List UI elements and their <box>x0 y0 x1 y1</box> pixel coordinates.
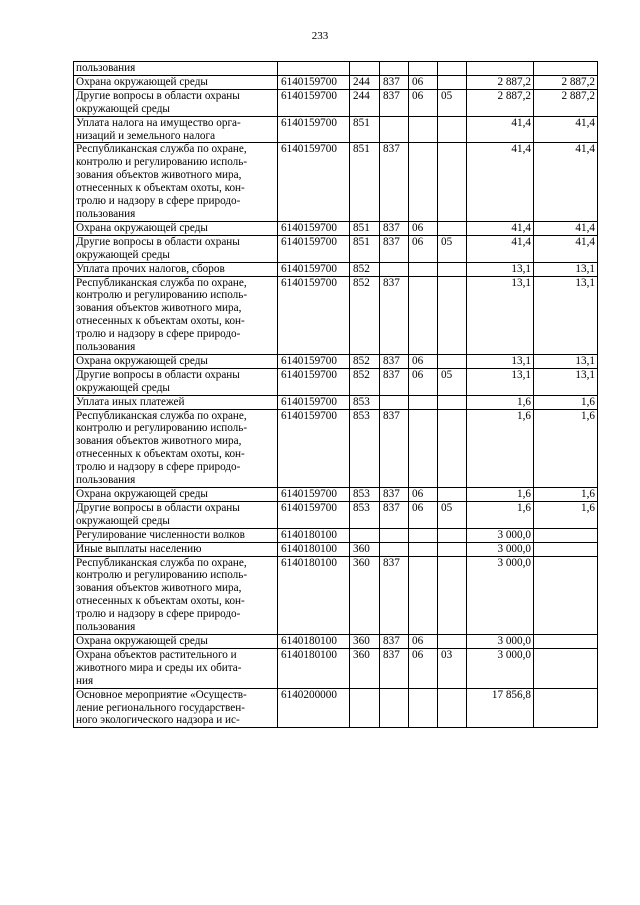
row-name: Уплата налога на имущество орга- низаций и земельного налога <box>74 116 278 143</box>
amount-year-2 <box>534 648 598 688</box>
amount-year-1: 13,1 <box>467 354 534 368</box>
amount-year-2: 1,6 <box>534 395 598 409</box>
amount-year-2: 13,1 <box>534 368 598 395</box>
expense-type: 852 <box>350 262 380 276</box>
amount-year-1: 1,6 <box>467 409 534 487</box>
section-code <box>409 542 438 556</box>
amount-year-1: 1,6 <box>467 501 534 528</box>
page-number: 233 <box>311 30 329 42</box>
subsection-code: 05 <box>438 89 467 116</box>
target-code: 6140180100 <box>278 528 350 542</box>
subsection-code <box>438 62 467 76</box>
ministry-code: 837 <box>380 488 409 502</box>
target-code: 6140159700 <box>278 276 350 354</box>
ministry-code: 837 <box>380 143 409 221</box>
subsection-code: 05 <box>438 501 467 528</box>
amount-year-1: 41,4 <box>467 116 534 143</box>
subsection-code <box>438 542 467 556</box>
amount-year-1: 1,6 <box>467 395 534 409</box>
target-code: 6140180100 <box>278 648 350 688</box>
table-row <box>74 262 598 276</box>
budget-table <box>73 61 598 728</box>
amount-year-1: 13,1 <box>467 276 534 354</box>
target-code: 6140159700 <box>278 395 350 409</box>
expense-type: 360 <box>350 634 380 648</box>
ministry-code <box>380 395 409 409</box>
ministry-code: 837 <box>380 235 409 262</box>
ministry-code <box>380 688 409 728</box>
table-row <box>74 354 598 368</box>
amount-year-2: 2 887,2 <box>534 89 598 116</box>
table-row <box>74 488 598 502</box>
row-name: Основное мероприятие «Осуществ- ление регионального государствен- ного экологического надзора и ис- <box>74 688 278 728</box>
row-name: Другие вопросы в области охраны окружающей среды <box>74 501 278 528</box>
table-row <box>74 634 598 648</box>
amount-year-1: 41,4 <box>467 235 534 262</box>
expense-type: 853 <box>350 395 380 409</box>
expense-type <box>350 688 380 728</box>
expense-type: 244 <box>350 75 380 89</box>
table-row <box>74 116 598 143</box>
target-code: 6140159700 <box>278 409 350 487</box>
row-name: Охрана окружающей среды <box>74 354 278 368</box>
budget-table-body <box>74 62 598 728</box>
amount-year-1: 3 000,0 <box>467 556 534 634</box>
section-code: 06 <box>409 501 438 528</box>
section-code: 06 <box>409 488 438 502</box>
section-code: 06 <box>409 89 438 116</box>
expense-type: 360 <box>350 556 380 634</box>
amount-year-2: 1,6 <box>534 409 598 487</box>
row-name: Республиканская служба по охране, контролю и регулированию исполь- зования объектов животного мира, отнесенных к объектам охоты, кон- тролю и надзору в сфере природо- пользования <box>74 276 278 354</box>
ministry-code <box>380 116 409 143</box>
amount-year-1 <box>467 62 534 76</box>
expense-type <box>350 62 380 76</box>
subsection-code <box>438 688 467 728</box>
ministry-code: 837 <box>380 276 409 354</box>
subsection-code <box>438 116 467 143</box>
section-code <box>409 62 438 76</box>
table-row <box>74 235 598 262</box>
section-code <box>409 409 438 487</box>
table-row <box>74 75 598 89</box>
amount-year-2: 41,4 <box>534 143 598 221</box>
amount-year-1: 1,6 <box>467 488 534 502</box>
expense-type: 851 <box>350 235 380 262</box>
expense-type: 360 <box>350 542 380 556</box>
subsection-code <box>438 143 467 221</box>
ministry-code: 837 <box>380 556 409 634</box>
target-code: 6140159700 <box>278 262 350 276</box>
amount-year-2 <box>534 542 598 556</box>
amount-year-2: 41,4 <box>534 221 598 235</box>
target-code: 6140159700 <box>278 75 350 89</box>
expense-type: 360 <box>350 648 380 688</box>
target-code: 6140159700 <box>278 488 350 502</box>
subsection-code <box>438 488 467 502</box>
section-code <box>409 143 438 221</box>
amount-year-2 <box>534 688 598 728</box>
section-code <box>409 556 438 634</box>
section-code <box>409 276 438 354</box>
target-code: 6140159700 <box>278 143 350 221</box>
expense-type: 244 <box>350 89 380 116</box>
target-code: 6140180100 <box>278 542 350 556</box>
ministry-code <box>380 62 409 76</box>
ministry-code: 837 <box>380 634 409 648</box>
expense-type: 852 <box>350 368 380 395</box>
target-code <box>278 62 350 76</box>
table-row <box>74 542 598 556</box>
subsection-code <box>438 276 467 354</box>
table-row <box>74 395 598 409</box>
row-name: Охрана окружающей среды <box>74 75 278 89</box>
table-row <box>74 368 598 395</box>
target-code: 6140200000 <box>278 688 350 728</box>
ministry-code: 837 <box>380 221 409 235</box>
ministry-code <box>380 542 409 556</box>
target-code: 6140159700 <box>278 89 350 116</box>
amount-year-2: 1,6 <box>534 488 598 502</box>
amount-year-2: 41,4 <box>534 116 598 143</box>
table-row <box>74 276 598 354</box>
amount-year-2: 13,1 <box>534 276 598 354</box>
section-code: 06 <box>409 221 438 235</box>
table-row <box>74 688 598 728</box>
amount-year-2: 41,4 <box>534 235 598 262</box>
subsection-code <box>438 528 467 542</box>
row-name: Охрана объектов растительного и животного мира и среды их обита- ния <box>74 648 278 688</box>
section-code <box>409 395 438 409</box>
section-code: 06 <box>409 75 438 89</box>
row-name: Охрана окружающей среды <box>74 488 278 502</box>
amount-year-2 <box>534 556 598 634</box>
target-code: 6140159700 <box>278 501 350 528</box>
row-name: Иные выплаты населению <box>74 542 278 556</box>
amount-year-1: 2 887,2 <box>467 75 534 89</box>
target-code: 6140159700 <box>278 368 350 395</box>
amount-year-1: 3 000,0 <box>467 542 534 556</box>
target-code: 6140180100 <box>278 634 350 648</box>
expense-type: 852 <box>350 276 380 354</box>
row-name: Охрана окружающей среды <box>74 634 278 648</box>
row-name: Другие вопросы в области охраны окружающей среды <box>74 235 278 262</box>
subsection-code <box>438 75 467 89</box>
section-code: 06 <box>409 634 438 648</box>
amount-year-1: 3 000,0 <box>467 648 534 688</box>
row-name: Республиканская служба по охране, контролю и регулированию исполь- зования объектов животного мира, отнесенных к объектам охоты, кон- тролю и надзору в сфере природо- пользования <box>74 409 278 487</box>
expense-type: 853 <box>350 409 380 487</box>
expense-type: 853 <box>350 501 380 528</box>
table-row <box>74 409 598 487</box>
amount-year-2: 2 887,2 <box>534 75 598 89</box>
amount-year-1: 3 000,0 <box>467 634 534 648</box>
amount-year-2 <box>534 634 598 648</box>
ministry-code: 837 <box>380 89 409 116</box>
section-code: 06 <box>409 368 438 395</box>
ministry-code <box>380 528 409 542</box>
expense-type: 852 <box>350 354 380 368</box>
subsection-code <box>438 262 467 276</box>
amount-year-1: 2 887,2 <box>467 89 534 116</box>
amount-year-2 <box>534 62 598 76</box>
section-code: 06 <box>409 354 438 368</box>
ministry-code: 837 <box>380 409 409 487</box>
table-row <box>74 89 598 116</box>
section-code: 06 <box>409 235 438 262</box>
expense-type: 851 <box>350 221 380 235</box>
expense-type: 851 <box>350 116 380 143</box>
ministry-code: 837 <box>380 368 409 395</box>
section-code <box>409 528 438 542</box>
ministry-code: 837 <box>380 354 409 368</box>
row-name: Уплата прочих налогов, сборов <box>74 262 278 276</box>
target-code: 6140180100 <box>278 556 350 634</box>
section-code: 06 <box>409 648 438 688</box>
table-row <box>74 143 598 221</box>
amount-year-1: 41,4 <box>467 221 534 235</box>
amount-year-1: 41,4 <box>467 143 534 221</box>
subsection-code <box>438 354 467 368</box>
subsection-code: 03 <box>438 648 467 688</box>
subsection-code: 05 <box>438 368 467 395</box>
amount-year-1: 13,1 <box>467 368 534 395</box>
amount-year-2: 13,1 <box>534 262 598 276</box>
row-name: Республиканская служба по охране, контролю и регулированию исполь- зования объектов животного мира, отнесенных к объектам охоты, кон- тролю и надзору в сфере природо- пользования <box>74 556 278 634</box>
row-name: Уплата иных платежей <box>74 395 278 409</box>
target-code: 6140159700 <box>278 354 350 368</box>
subsection-code: 05 <box>438 235 467 262</box>
section-code <box>409 688 438 728</box>
ministry-code <box>380 262 409 276</box>
amount-year-1: 3 000,0 <box>467 528 534 542</box>
ministry-code: 837 <box>380 75 409 89</box>
table-row <box>74 62 598 76</box>
row-name: Республиканская служба по охране, контролю и регулированию исполь- зования объектов животного мира, отнесенных к объектам охоты, кон- тролю и надзору в сфере природо- пользования <box>74 143 278 221</box>
target-code: 6140159700 <box>278 235 350 262</box>
ministry-code: 837 <box>380 501 409 528</box>
row-name: Регулирование численности волков <box>74 528 278 542</box>
expense-type: 851 <box>350 143 380 221</box>
table-row <box>74 556 598 634</box>
amount-year-2 <box>534 528 598 542</box>
table-row <box>74 528 598 542</box>
ministry-code: 837 <box>380 648 409 688</box>
table-row <box>74 221 598 235</box>
amount-year-2: 13,1 <box>534 354 598 368</box>
row-name: пользования <box>74 62 278 76</box>
subsection-code <box>438 395 467 409</box>
amount-year-1: 17 856,8 <box>467 688 534 728</box>
expense-type <box>350 528 380 542</box>
amount-year-1: 13,1 <box>467 262 534 276</box>
subsection-code <box>438 409 467 487</box>
row-name: Другие вопросы в области охраны окружающей среды <box>74 89 278 116</box>
row-name: Другие вопросы в области охраны окружающей среды <box>74 368 278 395</box>
target-code: 6140159700 <box>278 221 350 235</box>
target-code: 6140159700 <box>278 116 350 143</box>
expense-type: 853 <box>350 488 380 502</box>
section-code <box>409 116 438 143</box>
subsection-code <box>438 556 467 634</box>
table-row <box>74 648 598 688</box>
subsection-code <box>438 634 467 648</box>
amount-year-2: 1,6 <box>534 501 598 528</box>
table-row <box>74 501 598 528</box>
row-name: Охрана окружающей среды <box>74 221 278 235</box>
subsection-code <box>438 221 467 235</box>
section-code <box>409 262 438 276</box>
